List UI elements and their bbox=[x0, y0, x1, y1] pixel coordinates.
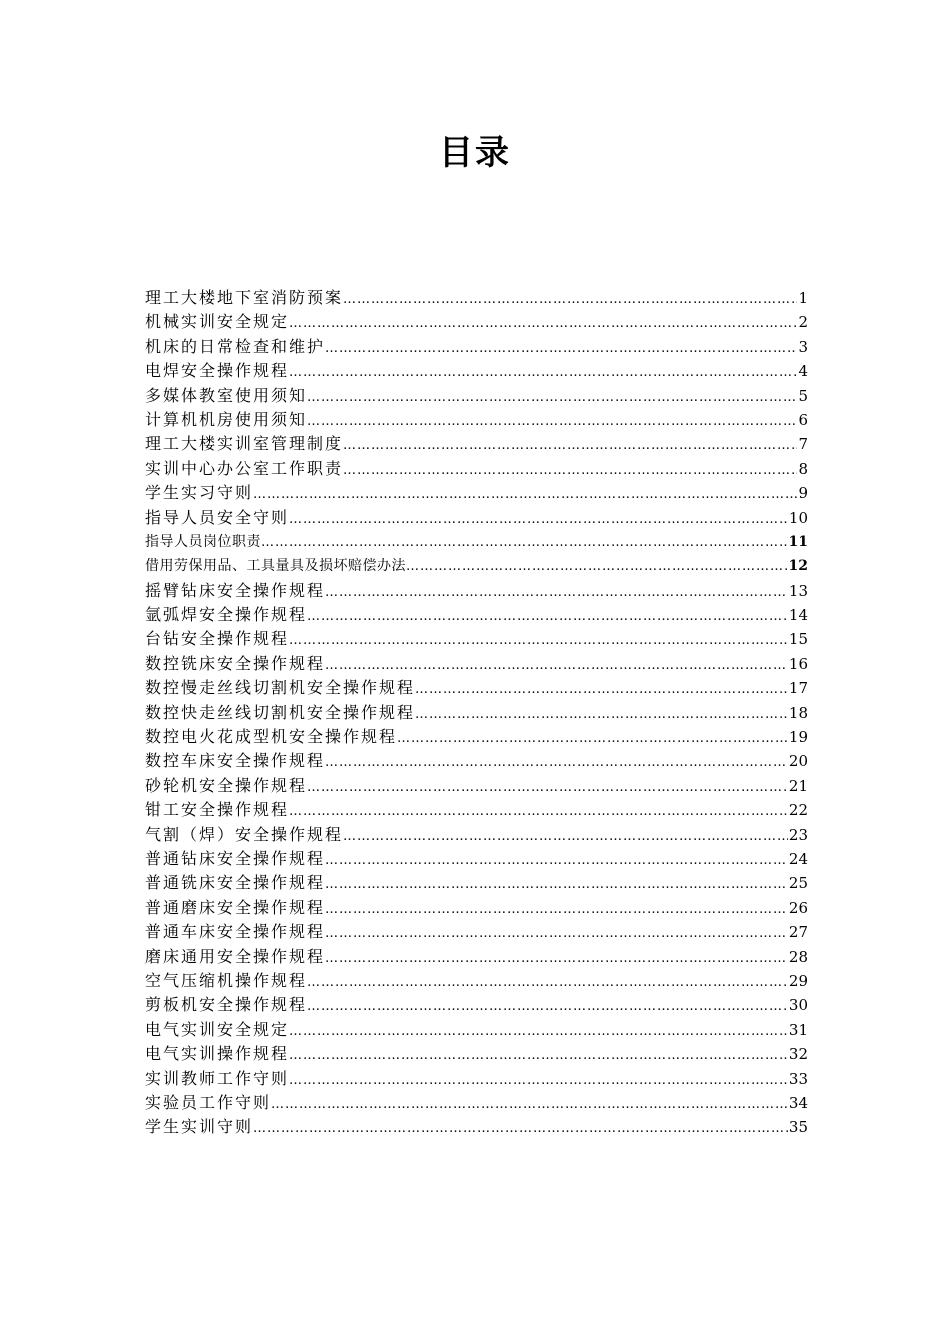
toc-entry[interactable] bbox=[145, 408, 808, 432]
toc-entry[interactable] bbox=[145, 993, 808, 1017]
toc-entry-label: 砂轮机安全操作规程 bbox=[145, 775, 308, 795]
toc-entry[interactable] bbox=[145, 871, 808, 895]
toc-entry-page-number: 16 bbox=[788, 654, 808, 673]
toc-entry-label: 理工大楼实训室管理制度 bbox=[145, 434, 344, 454]
toc-entry-label: 数控电火花成型机安全操作规程 bbox=[145, 727, 398, 747]
toc-dot-leader bbox=[415, 678, 788, 700]
toc-dot-leader bbox=[271, 1093, 788, 1115]
toc-entry-label: 气割（焊）安全操作规程 bbox=[145, 824, 344, 844]
toc-entry[interactable] bbox=[145, 554, 808, 578]
toc-entry-label: 数控车床安全操作规程 bbox=[145, 751, 326, 771]
toc-entry-label: 数控慢走丝线切割机安全操作规程 bbox=[145, 678, 416, 698]
toc-entry-page-number: 33 bbox=[788, 1069, 808, 1088]
toc-dot-leader bbox=[406, 555, 788, 578]
toc-entry[interactable] bbox=[145, 847, 808, 871]
toc-entry[interactable] bbox=[145, 1018, 808, 1042]
toc-entry-label: 普通钻床安全操作规程 bbox=[145, 848, 326, 868]
toc-entry-label: 机械实训安全规定 bbox=[145, 312, 290, 332]
toc-dot-leader bbox=[307, 605, 788, 627]
toc-entry[interactable] bbox=[145, 359, 808, 383]
toc-dot-leader bbox=[397, 727, 788, 749]
toc-entry[interactable] bbox=[145, 335, 808, 359]
toc-entry[interactable] bbox=[145, 384, 808, 408]
toc-entry[interactable] bbox=[145, 725, 808, 749]
toc-entry[interactable] bbox=[145, 310, 808, 334]
toc-dot-leader bbox=[289, 1020, 788, 1042]
toc-entry-label: 实训中心办公室工作职责 bbox=[145, 458, 344, 478]
toc-entry-label: 指导人员安全守则 bbox=[145, 507, 290, 527]
toc-entry-page-number: 26 bbox=[788, 898, 808, 917]
toc-entry-label: 机床的日常检查和维护 bbox=[145, 336, 326, 356]
toc-entry-label: 实验员工作守则 bbox=[145, 1092, 272, 1112]
table-of-contents bbox=[145, 286, 808, 1140]
toc-entry-page-number: 25 bbox=[788, 874, 808, 893]
toc-entry-label: 计算机机房使用须知 bbox=[145, 409, 308, 429]
toc-entry[interactable] bbox=[145, 627, 808, 651]
toc-dot-leader bbox=[343, 825, 788, 847]
toc-entry-label: 普通铣床安全操作规程 bbox=[145, 873, 326, 893]
toc-entry[interactable] bbox=[145, 945, 808, 969]
toc-entry-page-number: 20 bbox=[788, 752, 808, 771]
toc-entry[interactable] bbox=[145, 920, 808, 944]
toc-dot-leader bbox=[307, 410, 797, 432]
toc-entry[interactable] bbox=[145, 432, 808, 456]
toc-entry[interactable] bbox=[145, 1091, 808, 1115]
toc-dot-leader bbox=[289, 800, 788, 822]
toc-entry-page-number: 28 bbox=[788, 947, 808, 966]
toc-entry-page-number: 14 bbox=[788, 606, 808, 625]
toc-dot-leader bbox=[325, 751, 788, 773]
toc-entry-page-number: 11 bbox=[788, 533, 808, 550]
toc-entry-page-number: 2 bbox=[798, 313, 808, 332]
toc-entry-label: 空气压缩机操作规程 bbox=[145, 970, 308, 990]
toc-dot-leader bbox=[289, 508, 788, 530]
toc-entry[interactable] bbox=[145, 823, 808, 847]
toc-entry-page-number: 5 bbox=[798, 386, 808, 405]
toc-dot-leader bbox=[325, 898, 788, 920]
toc-entry[interactable] bbox=[145, 749, 808, 773]
toc-entry[interactable] bbox=[145, 969, 808, 993]
toc-entry-page-number: 1 bbox=[798, 289, 808, 307]
toc-entry-label: 剪板机安全操作规程 bbox=[145, 995, 308, 1015]
toc-entry-page-number: 18 bbox=[788, 703, 808, 722]
toc-dot-leader bbox=[307, 971, 788, 993]
toc-entry-page-number: 8 bbox=[798, 459, 808, 478]
toc-dot-leader bbox=[325, 947, 788, 969]
toc-entry-page-number: 9 bbox=[798, 484, 808, 503]
toc-entry[interactable] bbox=[145, 603, 808, 627]
toc-entry-label: 学生实习守则 bbox=[145, 483, 254, 503]
toc-entry-label: 钳工安全操作规程 bbox=[145, 800, 290, 820]
toc-entry-label: 借用劳保用品、工具量具及损坏赔偿办法 bbox=[145, 558, 406, 575]
toc-entry-page-number: 15 bbox=[788, 630, 808, 649]
toc-entry-page-number: 27 bbox=[788, 923, 808, 942]
toc-entry-page-number: 32 bbox=[788, 1045, 808, 1064]
toc-entry-page-number: 21 bbox=[788, 776, 808, 795]
toc-entry-page-number: 29 bbox=[788, 971, 808, 990]
toc-dot-leader bbox=[307, 776, 788, 798]
toc-entry-label: 氩弧焊安全操作规程 bbox=[145, 605, 308, 625]
toc-dot-leader bbox=[343, 459, 797, 481]
toc-dot-leader bbox=[307, 995, 788, 1017]
toc-dot-leader bbox=[325, 922, 788, 944]
toc-dot-leader bbox=[415, 703, 788, 725]
toc-dot-leader bbox=[289, 1044, 788, 1066]
toc-dot-leader bbox=[325, 654, 788, 676]
toc-dot-leader bbox=[343, 288, 797, 310]
toc-entry-label: 摇臂钻床安全操作规程 bbox=[145, 580, 326, 600]
toc-entry[interactable] bbox=[145, 1042, 808, 1066]
toc-entry-label: 普通车床安全操作规程 bbox=[145, 922, 326, 942]
toc-entry-label: 普通磨床安全操作规程 bbox=[145, 897, 326, 917]
toc-entry-page-number: 10 bbox=[788, 508, 808, 527]
toc-entry-label: 数控铣床安全操作规程 bbox=[145, 653, 326, 673]
toc-dot-leader bbox=[289, 629, 788, 651]
toc-entry[interactable] bbox=[145, 652, 808, 676]
toc-dot-leader bbox=[325, 337, 797, 359]
toc-entry[interactable] bbox=[145, 701, 808, 725]
toc-entry[interactable] bbox=[145, 1115, 808, 1139]
toc-entry[interactable] bbox=[145, 798, 808, 822]
toc-entry[interactable] bbox=[145, 896, 808, 920]
toc-entry-page-number: 4 bbox=[798, 362, 808, 381]
toc-dot-leader bbox=[261, 531, 788, 554]
toc-entry-label: 电气实训安全规定 bbox=[145, 1019, 290, 1039]
toc-dot-leader bbox=[307, 386, 797, 408]
toc-entry-page-number: 13 bbox=[788, 581, 808, 600]
page-title: 目录 bbox=[439, 133, 511, 173]
toc-entry-page-number: 30 bbox=[788, 996, 808, 1015]
toc-dot-leader bbox=[253, 483, 797, 505]
toc-entry-page-number: 24 bbox=[788, 849, 808, 868]
toc-entry-page-number: 6 bbox=[798, 410, 808, 429]
toc-entry[interactable] bbox=[145, 457, 808, 481]
toc-entry-label: 台钻安全操作规程 bbox=[145, 629, 290, 649]
toc-entry[interactable] bbox=[145, 774, 808, 798]
toc-entry-label: 实训教师工作守则 bbox=[145, 1068, 290, 1088]
toc-entry-page-number: 23 bbox=[788, 825, 808, 844]
toc-entry-page-number: 34 bbox=[788, 1093, 808, 1112]
toc-entry[interactable] bbox=[145, 506, 808, 530]
toc-dot-leader bbox=[289, 1069, 788, 1091]
toc-entry-page-number: 7 bbox=[798, 435, 808, 454]
toc-entry-label: 电气实训操作规程 bbox=[145, 1044, 290, 1064]
toc-entry-label: 数控快走丝线切割机安全操作规程 bbox=[145, 702, 416, 722]
toc-dot-leader bbox=[325, 849, 788, 871]
toc-dot-leader bbox=[253, 1117, 788, 1139]
toc-dot-leader bbox=[325, 581, 788, 603]
toc-entry-page-number: 12 bbox=[788, 558, 808, 575]
toc-entry-page-number: 19 bbox=[788, 728, 808, 747]
toc-dot-leader bbox=[289, 312, 797, 334]
toc-entry-page-number: 3 bbox=[798, 337, 808, 356]
toc-dot-leader bbox=[289, 361, 797, 383]
toc-entry-page-number: 22 bbox=[788, 801, 808, 820]
toc-entry[interactable] bbox=[145, 286, 808, 310]
toc-entry-page-number: 35 bbox=[788, 1118, 808, 1137]
toc-entry[interactable] bbox=[145, 676, 808, 700]
toc-entry-page-number: 17 bbox=[788, 679, 808, 698]
toc-entry[interactable] bbox=[145, 579, 808, 603]
toc-entry-label: 理工大楼地下室消防预案 bbox=[145, 288, 344, 307]
toc-dot-leader bbox=[343, 434, 797, 456]
toc-dot-leader bbox=[325, 873, 788, 895]
toc-entry[interactable] bbox=[145, 1067, 808, 1091]
toc-entry-label: 指导人员岗位职责 bbox=[145, 533, 261, 550]
toc-entry-label: 多媒体教室使用须知 bbox=[145, 385, 308, 405]
toc-entry-page-number: 31 bbox=[788, 1020, 808, 1039]
toc-entry[interactable] bbox=[145, 530, 808, 554]
toc-entry[interactable] bbox=[145, 481, 808, 505]
toc-entry-label: 学生实训守则 bbox=[145, 1117, 254, 1137]
toc-entry-label: 电焊安全操作规程 bbox=[145, 361, 290, 381]
toc-entry-label: 磨床通用安全操作规程 bbox=[145, 946, 326, 966]
